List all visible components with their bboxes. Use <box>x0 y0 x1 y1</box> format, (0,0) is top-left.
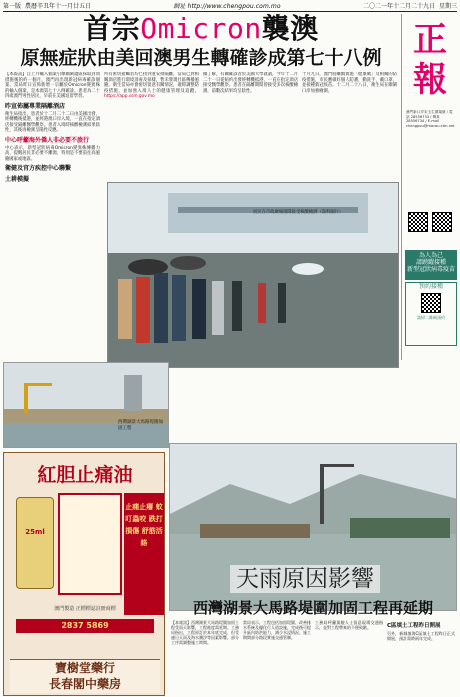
construction-illustration <box>4 363 169 448</box>
ad-phone[interactable]: 2837 5869 <box>16 619 154 633</box>
advertisement[interactable] <box>3 452 165 696</box>
column-text: 十月九日，澳門將繼續實施「健康碼」及相關的防疫措施，市民應做好個人防護，勤洗手、戴口罩，並接種新冠疫苗。十二月二十八日，衛生局在關閘口岸加強檢測。 <box>302 72 397 94</box>
bottle-label: 25ml <box>25 528 45 536</box>
section-subhead: 中心呼籲海外僑人非必要不旅行 <box>5 136 90 144</box>
main-headline <box>5 14 397 44</box>
article-column-1 <box>5 72 100 212</box>
ad-maker: 澳門製造 正標標誌註冊商標 <box>54 606 116 612</box>
main-subhead: 原無症狀由美回澳男生轉確診成第七十八例 <box>20 47 382 69</box>
bottom-column-3: 工務局呼籲駕駛人士留意現場交通指示，並對工程帶來的不便致歉。 <box>315 620 383 630</box>
oil-bottle-icon <box>16 497 54 589</box>
bottom-headline: 西灣湖景大馬路堤圍加固工程再延期 <box>192 599 433 617</box>
column-text: 據了解，有關確診者於美國大學就讀，今年十二月二十一日從紐約出發經轉機抵港，一直在指定酒店接受醫學觀察。患者在隔離期間曾接受多次核酸檢測，前數次結果均呈陰性。 <box>203 72 298 94</box>
photo-caption: 居民在市政廣場排隊接受核酸檢測（資料圖片） <box>253 210 344 215</box>
column-text: 【本報訊】自上月輸入個案引爆關閘邊區採取封閉措施後的約一個月，澳門再出現新冠病毒確診個案，當局昨日宣佈新增一宗屬於Omicron變異株的輸入個案，是本澳第七十八例確診。患者為二十四歲澳門男性居民，早前在美國逗留學習。 <box>5 72 100 99</box>
ad-feature-panel: 止痛止癢 蚊叮蟲咬 跌打損傷 舒筋活絡 <box>124 493 164 615</box>
qr-code-icon[interactable] <box>408 212 428 232</box>
headline-omicron: Omicron <box>140 12 262 45</box>
section-subhead: 衛健及官方疾控中心聯繫 <box>5 165 72 172</box>
column-text: 所有密切接觸者均已找到並安排隔離，當局已對相關酒店進行環境消毒及採樣，暫未發現社區傳播風險。衛生當局亦會密切留意有關情況，適時調整防疫措施，並加強入境人士的健康管理及追蹤。 <box>104 72 199 94</box>
qr-code-icon[interactable] <box>421 293 441 313</box>
promo-line: 新型冠狀病毒疫苗 <box>406 266 455 273</box>
section-subhead: C區填土工程昨日開展 <box>387 623 441 629</box>
section-subhead: 昨宣佈屬專業隔離酒店 <box>5 102 66 110</box>
booking-note: 請掃二維碼預約 <box>417 315 445 320</box>
headline-part-a: 首宗 <box>83 12 141 45</box>
website-url[interactable]: 網址 http://www.chengpou.com.mo <box>173 2 281 10</box>
bottom-article-columns <box>171 620 455 696</box>
store-name: 長春閣中藥房 <box>48 677 121 691</box>
bottom-column-4 <box>387 620 455 696</box>
newspaper-logo: 正報 <box>413 20 447 100</box>
lunar-date: 農曆辛丑年十一月廿五日 <box>25 2 92 10</box>
bottom-column-1: 【本報訊】西灣湖景大馬路堤圍加固工程受雨天影響，工程進度需延期。工務局指出，工程原訂於本年底完成，但受連日天雨及海水潮汐等因素影響，部分工序需調整施工時間。 <box>171 620 239 645</box>
booking-title: 預約接種 <box>418 283 443 290</box>
issue-date: 二〇二一年十二月二十九日 <box>362 2 435 10</box>
vaccine-promo <box>405 250 457 280</box>
section-subhead: 土耕模擬 <box>5 176 30 183</box>
ad-footer <box>10 659 160 693</box>
construction-photo <box>3 362 169 448</box>
bottom-photo-caption: 天雨原因影響 <box>230 565 380 593</box>
promo-line: 請踴躍接種 <box>415 259 446 266</box>
weekday: 星期三 <box>438 2 457 10</box>
promo-line: 為人為己 <box>418 252 443 259</box>
product-box-icon <box>58 493 122 595</box>
publisher-info: 澳門新口岸宋玉生廣場號 / 電話 28556733 / 傳真 28556734 / E-mail chengpou@macau.ctm.net <box>406 110 455 128</box>
article-link[interactable]: https://app.ssm.gov.mo <box>104 94 155 99</box>
store-name: 寶樹堂藥行 <box>54 661 115 675</box>
photo-caption: 西灣湖景大馬路堤圍加固工程 <box>118 420 163 431</box>
qr-code-icon[interactable] <box>432 212 452 232</box>
main-story <box>3 14 399 374</box>
masthead-bar <box>3 2 457 12</box>
column-text: 另外，新城填海C區填土工程昨日正式開展，預計需時兩年完成。 <box>387 631 455 641</box>
ad-title: 紅胆止痛油 <box>37 464 133 486</box>
page-label: 第一版 <box>3 2 22 10</box>
column-text: 衛生局指出，患者於十二月二十二日由美國出發，經轉機後抵港，並經港澳口岸入境，一直在指定酒店接受隔離醫學觀察。患者入境時核酸檢測結果陰性，其後再檢測呈陽性反應。 <box>5 111 100 133</box>
headline-part-c: 襲澳 <box>261 12 319 45</box>
sidebar <box>401 14 457 360</box>
column-text: 中心表示，新型冠狀病毒Omicron變異株傳播力高，提醒居民非必要不離澳，特別是不要前往高風險國家或地區。 <box>5 145 100 162</box>
vaccine-booking-box[interactable] <box>405 282 457 346</box>
bottom-column-2: 當局表示，工程包括加固堤圍、改善排水系統及優化行人道設施，完成後可提升區內防洪能力，減少水浸情況。施工期間部分路段實施交通管制。 <box>243 620 311 640</box>
